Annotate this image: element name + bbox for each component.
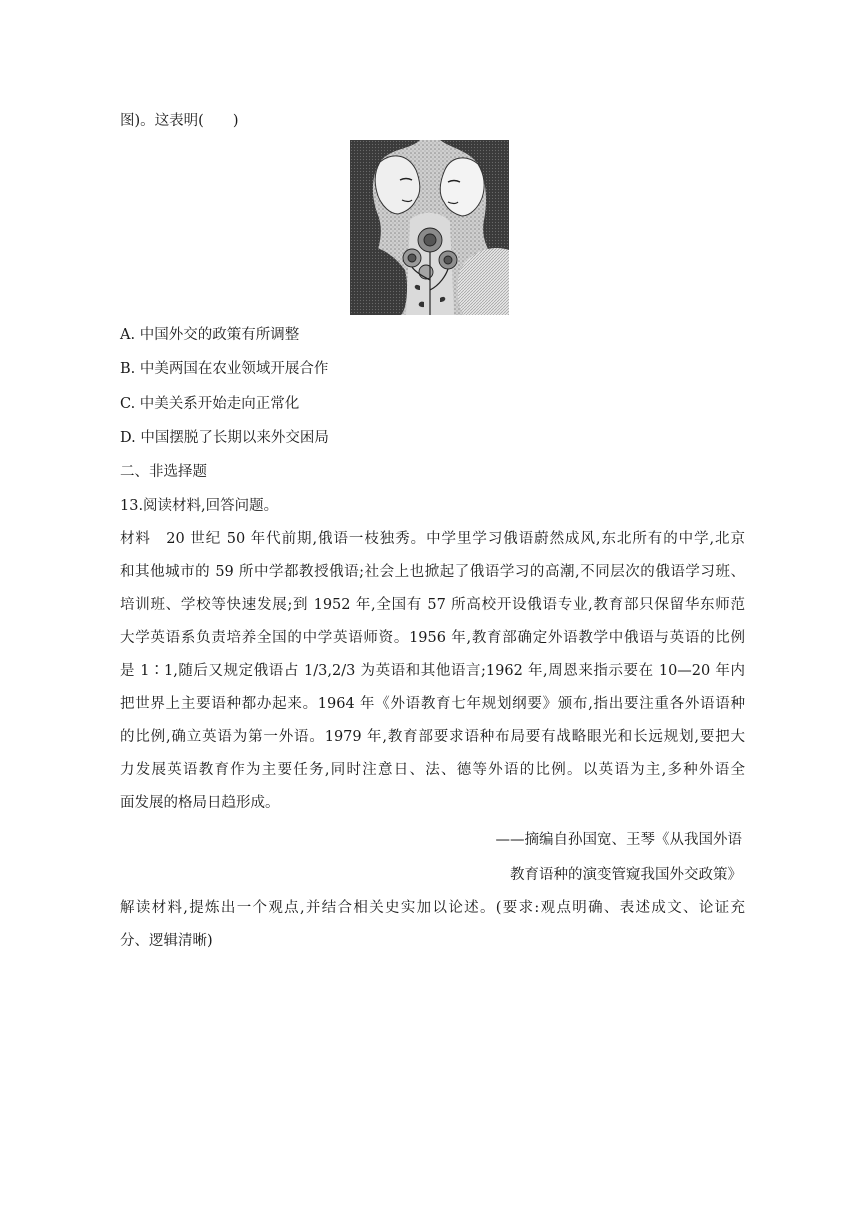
material-line: 面发展的格局日趋形成。 bbox=[120, 795, 280, 811]
source-citation-line-1: ——摘编自孙国宽、王琴《从我国外语 bbox=[495, 832, 742, 848]
task-instruction-line-1: 解读材料,提炼出一个观点,并结合相关史实加以论述。(要求:观点明确、表述成文、论证充 bbox=[120, 900, 745, 916]
option-a: A. 中国外交的政策有所调整 bbox=[120, 327, 300, 343]
material-line: 的比例,确立英语为第一外语。1979 年,教育部要求语种布局要有战略眼光和长远规划,要把大 bbox=[120, 729, 745, 745]
material-line: 力发展英语教育作为主要任务,同时注意日、法、德等外语的比例。以英语为主,多种外语全 bbox=[120, 762, 745, 778]
material-line: 大学英语系负责培养全国的中学英语师资。1956 年,教育部确定外语教学中俄语与英语的比例 bbox=[120, 630, 745, 646]
section-heading: 二、非选择题 bbox=[120, 464, 207, 480]
option-b: B. 中美两国在农业领域开展合作 bbox=[120, 361, 329, 377]
material-line: 培训班、学校等快速发展;到 1952 年,全国有 57 所高校开设俄语专业,教育部只保留华东师范 bbox=[120, 597, 745, 613]
option-d: D. 中国摆脱了长期以来外交困局 bbox=[120, 430, 329, 446]
material-line: 材料 20 世纪 50 年代前期,俄语一枝独秀。中学里学习俄语蔚然成风,东北所有的中学,北京 bbox=[120, 531, 745, 547]
task-instruction-line-2: 分、逻辑清晰) bbox=[120, 933, 213, 949]
material-line: 把世界上主要语种都办起来。1964 年《外语教育七年规划纲要》颁布,指出要注重各外语语种 bbox=[120, 696, 745, 712]
question-13-title: 13.阅读材料,回答问题。 bbox=[120, 498, 279, 514]
material-line: 是 1∶1,随后又规定俄语占 1/3,2/3 为英语和其他语言;1962 年,周恩来指示要在 10—20 年内 bbox=[120, 663, 745, 679]
material-line: 和其他城市的 59 所中学都教授俄语;社会上也掀起了俄语学习的高潮,不同层次的俄语学习班、 bbox=[120, 564, 745, 580]
two-women-with-flowers-illustration bbox=[350, 140, 509, 315]
source-citation-line-2: 教育语种的演变管窥我国外交政策》 bbox=[510, 867, 742, 883]
question-stem-tail: 图)。这表明( ) bbox=[120, 113, 239, 129]
option-c: C. 中美关系开始走向正常化 bbox=[120, 396, 300, 412]
